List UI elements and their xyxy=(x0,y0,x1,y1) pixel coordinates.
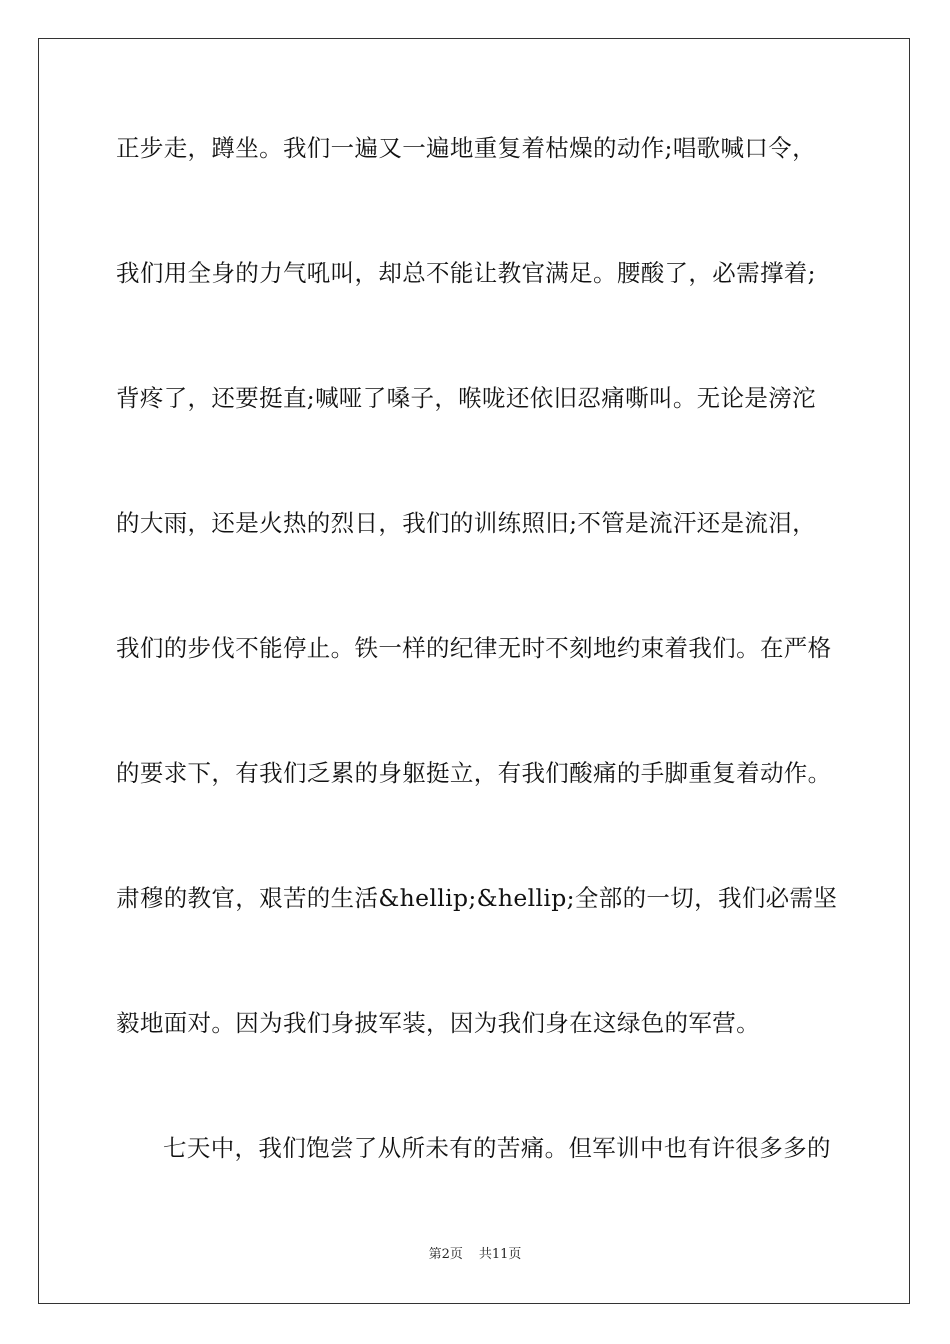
page-border xyxy=(38,38,910,1304)
paragraph-line: 正步走，蹲坐。我们一遍又一遍地重复着枯燥的动作;唱歌喊口令， xyxy=(116,134,816,162)
page-count: 共11页 xyxy=(478,1247,522,1262)
paragraph-line: 背疼了，还要挺直;喊哑了嗓子，喉咙还依旧忍痛嘶叫。无论是滂沱 xyxy=(116,384,816,412)
paragraph-line-indented: 七天中，我们饱尝了从所未有的苦痛。但军训中也有许很多多的 xyxy=(163,1134,831,1162)
page-number: 第2页 xyxy=(428,1247,463,1262)
paragraph-line: 肃穆的教官，艰苦的生活&hellip;&hellip;全部的一切，我们必需坚 xyxy=(116,884,838,912)
paragraph-line: 毅地面对。因为我们身披军装，因为我们身在这绿色的军营。 xyxy=(116,1009,760,1037)
page-footer xyxy=(0,1246,950,1264)
paragraph-line: 的要求下，有我们乏累的身躯挺立，有我们酸痛的手脚重复着动作。 xyxy=(116,759,832,787)
paragraph-line: 的大雨，还是火热的烈日，我们的训练照旧;不管是流汗还是流泪， xyxy=(116,509,816,537)
paragraph-line: 我们用全身的力气吼叫，却总不能让教官满足。腰酸了，必需撑着; xyxy=(116,259,816,287)
paragraph-line: 我们的步伐不能停止。铁一样的纪律无时不刻地约束着我们。在严格 xyxy=(116,634,832,662)
